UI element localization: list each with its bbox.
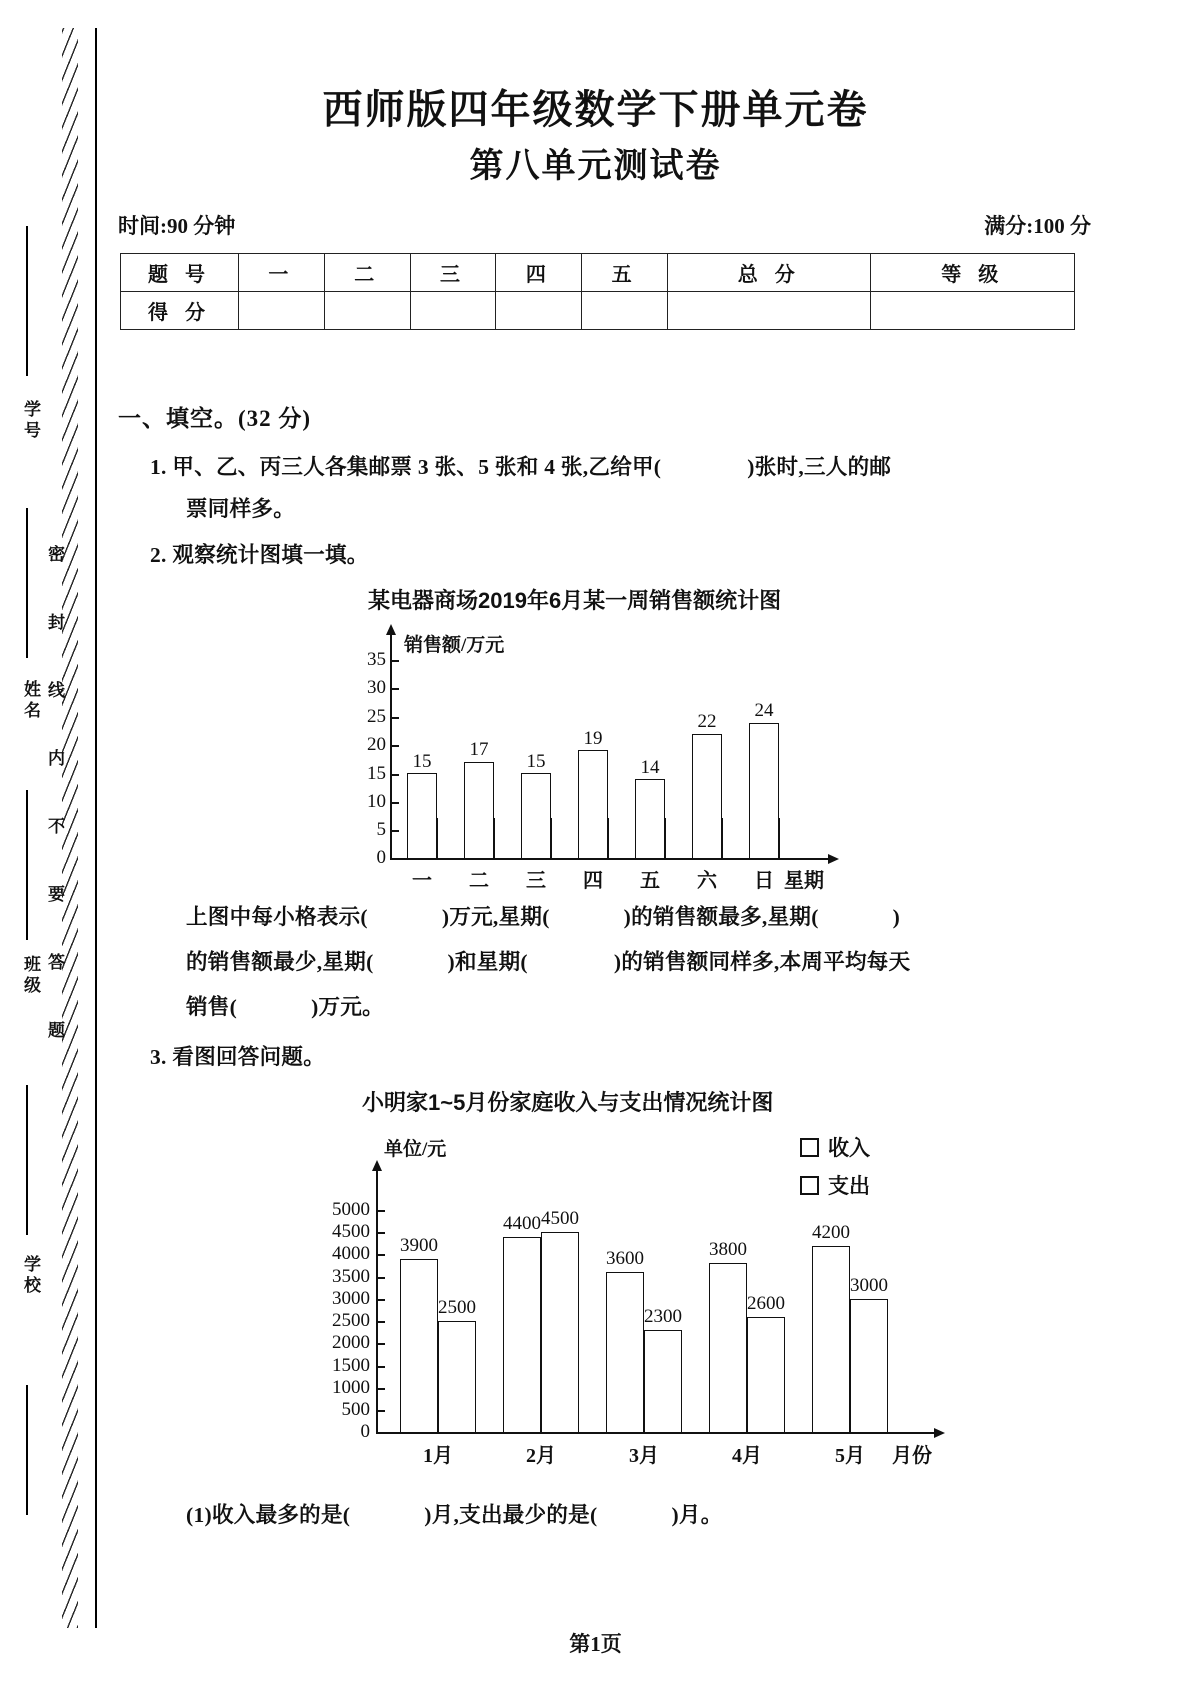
chart-1-ylabel-15: 15 — [367, 763, 386, 784]
score-table — [120, 253, 1075, 330]
question-2-followup-line-3 — [186, 990, 384, 1021]
q1-text-a: 1. 甲、乙、丙三人各集邮票 3 张、5 张和 4 张,乙给甲( — [150, 455, 662, 479]
question-1-line-2: 票同样多。 — [186, 497, 296, 521]
margin-rule-1 — [26, 226, 28, 376]
chart-2-x-axis — [376, 1432, 936, 1434]
chart-1-slot-line-11 — [692, 818, 693, 858]
section-heading-fill-blanks: 一、填空。(32 分) — [118, 406, 312, 431]
chart-2-ylabel-5000: 5000 — [332, 1199, 370, 1220]
chart-1-value-fri: 14 — [640, 757, 660, 778]
page-title: 西师版四年级数学下册单元卷 — [322, 87, 869, 132]
col-header-1: 一 — [239, 254, 325, 292]
page-number: 第1页 — [569, 1632, 622, 1656]
chart-1-slot-line-2 — [437, 818, 438, 858]
chart-2-x-axis-label: 月份 — [892, 1445, 932, 1467]
chart-2-title: 小明家1~5月份家庭收入与支出情况统计图 — [362, 1090, 774, 1115]
score-cell-4[interactable] — [496, 292, 582, 330]
chart-1-ytick-20 — [390, 745, 399, 747]
col-header-5: 五 — [582, 254, 668, 292]
score-cell-3[interactable] — [410, 292, 496, 330]
score-cell-5[interactable] — [582, 292, 668, 330]
chart-1-value-mon: 15 — [412, 751, 432, 772]
chart-1-y-axis — [390, 634, 392, 860]
chart-2-ylabel-2500: 2500 — [332, 1310, 370, 1331]
chart-1-bar-wed — [521, 773, 551, 858]
chart-2-bar-income-mar — [606, 1272, 644, 1432]
chart-1-bar-sun — [749, 723, 779, 858]
chart-2-legend — [800, 1132, 870, 1208]
chart-1-value-sat: 22 — [697, 711, 717, 732]
chart-2-cat-mar: 3月 — [629, 1445, 659, 1467]
row-label-score: 得 分 — [121, 292, 239, 330]
col-header-total: 总 分 — [668, 254, 871, 292]
chart-1-bar-sat — [692, 734, 722, 858]
chart-2-value-expense-feb: 4500 — [541, 1208, 579, 1229]
chart-1-ylabel-10: 10 — [367, 791, 386, 812]
chart-2-bar-income-jan — [400, 1259, 438, 1432]
q2-text-h: 销售( — [186, 995, 238, 1019]
chart-2-ytick-1000 — [376, 1388, 385, 1390]
chart-2-bar-income-feb — [503, 1237, 541, 1432]
chart-2-cat-jan: 1月 — [423, 1445, 453, 1467]
seal-line-text: 密 封 线 内 不 要 答 题 — [45, 545, 64, 1054]
chart-1-ytick-15 — [390, 774, 399, 776]
chart-2-ylabel-500: 500 — [341, 1399, 370, 1420]
chart-1-ylabel-25: 25 — [367, 706, 386, 727]
chart-2-value-expense-mar: 2300 — [644, 1306, 682, 1327]
chart-1-slot-line-10 — [665, 818, 666, 858]
q2-text-i: )万元。 — [311, 995, 384, 1019]
score-cell-1[interactable] — [239, 292, 325, 330]
chart-1-x-axis — [390, 858, 830, 860]
q3-text-c: )月。 — [671, 1503, 723, 1527]
chart-2-ylabel-3000: 3000 — [332, 1288, 370, 1309]
score-cell-grade[interactable] — [871, 292, 1075, 330]
question-3-prompt: 3. 看图回答问题。 — [150, 1045, 326, 1069]
chart-1-y-axis-label: 销售额/万元 — [404, 635, 505, 656]
chart-1-slot-line-12 — [722, 818, 723, 858]
chart-1-value-thu: 19 — [583, 728, 603, 749]
chart-1-ylabel-30: 30 — [367, 677, 386, 698]
chart-1-ylabel-5: 5 — [376, 819, 386, 840]
chart-1-bar-mon — [407, 773, 437, 858]
chart-2-bar-expense-may — [850, 1299, 888, 1432]
chart-2-legend-row-expense — [800, 1170, 870, 1200]
chart-1-slot-line-9 — [635, 818, 636, 858]
chart-1-bar-tue — [464, 762, 494, 858]
question-3-sub-1 — [186, 1498, 723, 1529]
chart-1-ytick-30 — [390, 688, 399, 690]
chart-2-legend-row-income — [800, 1132, 870, 1162]
chart-2-bar-expense-apr — [747, 1317, 785, 1432]
chart-2-value-income-mar: 3600 — [606, 1248, 644, 1269]
chart-2-value-income-may: 4200 — [812, 1222, 850, 1243]
chart-2-ytick-5000 — [376, 1210, 385, 1212]
chart-1-value-sun: 24 — [754, 700, 774, 721]
table-row-question-numbers — [121, 254, 1075, 292]
chart-2-bar-expense-feb — [541, 1232, 579, 1432]
margin-rule-4 — [26, 1085, 28, 1235]
chart-2-value-income-jan: 3900 — [400, 1235, 438, 1256]
chart-2-value-income-apr: 3800 — [709, 1239, 747, 1260]
legend-label-income: 收入 — [828, 1136, 870, 1160]
chart-2-ylabel-4500: 4500 — [332, 1221, 370, 1242]
chart-1-slot-line-4 — [494, 818, 495, 858]
margin-rule-5 — [26, 1385, 28, 1515]
q2-text-f: )和星期( — [447, 950, 528, 974]
chart-1-ytick-35 — [390, 660, 399, 662]
chart-1-cat-thu: 四 — [583, 870, 603, 892]
chart-2-ylabel-4000: 4000 — [332, 1243, 370, 1264]
chart-2-bar-expense-mar — [644, 1330, 682, 1432]
chart-1-bar-chart — [360, 618, 860, 892]
chart-1-slot-line-3 — [464, 818, 465, 858]
chart-1-slot-line-6 — [551, 818, 552, 858]
chart-2-x-axis-arrow — [934, 1428, 945, 1438]
col-header-3: 三 — [410, 254, 496, 292]
q2-text-a: 上图中每小格表示( — [186, 905, 368, 929]
question-2-followup-line-2 — [186, 945, 910, 976]
chart-1-value-wed: 15 — [526, 751, 546, 772]
chart-1-cat-mon: 一 — [412, 870, 432, 892]
chart-2-bar-chart — [300, 1122, 960, 1472]
chart-1-cat-fri: 五 — [640, 870, 660, 892]
page-subtitle: 第八单元测试卷 — [469, 148, 722, 185]
margin-label-name: 姓名 — [21, 680, 40, 722]
q2-text-d: ) — [892, 905, 901, 929]
margin-label-class: 班级 — [21, 955, 40, 997]
left-margin-rail — [62, 28, 102, 1628]
chart-1-slot-line-8 — [608, 818, 609, 858]
table-row-scores — [121, 292, 1075, 330]
chart-2-ytick-500 — [376, 1410, 385, 1412]
chart-2-ytick-3500 — [376, 1277, 385, 1279]
score-cell-2[interactable] — [324, 292, 410, 330]
chart-1-slot-line-13 — [749, 818, 750, 858]
chart-2-ytick-3000 — [376, 1299, 385, 1301]
chart-2-cat-may: 5月 — [835, 1445, 865, 1467]
q3-text-a: (1)收入最多的是( — [186, 1503, 351, 1527]
q2-text-b: )万元,星期( — [441, 905, 550, 929]
chart-2-ytick-1500 — [376, 1366, 385, 1368]
chart-2-ylabel-1500: 1500 — [332, 1355, 370, 1376]
col-header-4: 四 — [496, 254, 582, 292]
legend-swatch-expense — [800, 1176, 819, 1195]
chart-2-ylabel-1000: 1000 — [332, 1377, 370, 1398]
q2-text-e: 的销售额最少,星期( — [186, 950, 374, 974]
exam-duration: 时间:90 分钟 — [118, 214, 236, 238]
chart-1-bar-fri — [635, 779, 665, 858]
chart-2-value-income-feb: 4400 — [503, 1213, 541, 1234]
chart-2-ylabel-0: 0 — [360, 1421, 370, 1442]
chart-2-ylabel-3500: 3500 — [332, 1266, 370, 1287]
exam-full-score: 满分:100 分 — [984, 214, 1091, 238]
chart-1-ylabel-0: 0 — [376, 847, 386, 868]
legend-label-expense: 支出 — [828, 1174, 870, 1198]
chart-2-ytick-2000 — [376, 1343, 385, 1345]
chart-2-bar-income-may — [812, 1246, 850, 1432]
chart-2-value-expense-jan: 2500 — [438, 1297, 476, 1318]
chart-1-slot-line-1 — [407, 818, 408, 858]
score-cell-total[interactable] — [668, 292, 871, 330]
chart-2-ytick-4500 — [376, 1232, 385, 1234]
chart-1-x-axis-arrow — [828, 854, 839, 864]
chart-1-cat-sat: 六 — [697, 870, 717, 892]
chart-2-cat-feb: 2月 — [526, 1445, 556, 1467]
margin-rule-3 — [26, 790, 28, 940]
chart-1-x-axis-label: 星期 — [784, 870, 824, 892]
chart-1-ytick-5 — [390, 830, 399, 832]
chart-1-ytick-10 — [390, 802, 399, 804]
chart-2-y-axis-label: 单位/元 — [384, 1139, 447, 1160]
question-2-followup-line-1 — [186, 900, 900, 931]
chart-2-ytick-2500 — [376, 1321, 385, 1323]
chart-1-cat-tue: 二 — [469, 870, 489, 892]
chart-1-cat-sun: 日 — [754, 870, 774, 892]
margin-rule-line — [95, 28, 97, 1628]
q2-text-g: )的销售额同样多,本周平均每天 — [613, 950, 911, 974]
chart-2-cat-apr: 4月 — [732, 1445, 762, 1467]
chart-1-ylabel-35: 35 — [367, 649, 386, 670]
legend-swatch-income — [800, 1138, 819, 1157]
q1-text-b: )张时,三人的邮 — [747, 455, 892, 479]
chart-1-slot-line-5 — [521, 818, 522, 858]
chart-2-value-expense-apr: 2600 — [747, 1293, 785, 1314]
margin-label-school: 学校 — [21, 1255, 40, 1297]
chart-2-value-expense-may: 3000 — [850, 1275, 888, 1296]
col-header-2: 二 — [324, 254, 410, 292]
exam-meta — [118, 210, 1091, 240]
chart-1-value-tue: 17 — [469, 739, 489, 760]
chart-1-ytick-25 — [390, 717, 399, 719]
chart-1-title: 某电器商场2019年6月某一周销售额统计图 — [368, 588, 782, 613]
col-header-grade: 等 级 — [871, 254, 1075, 292]
margin-label-student-id: 学号 — [21, 400, 40, 442]
chart-1-bar-thu — [578, 750, 608, 858]
q3-text-b: )月,支出最少的是( — [424, 1503, 598, 1527]
chart-1-ylabel-20: 20 — [367, 734, 386, 755]
q2-text-c: )的销售额最多,星期( — [623, 905, 819, 929]
chart-1-cat-wed: 三 — [526, 870, 546, 892]
question-2-prompt: 2. 观察统计图填一填。 — [150, 543, 369, 567]
chart-2-bar-expense-jan — [438, 1321, 476, 1432]
margin-rule-2 — [26, 508, 28, 658]
chart-2-ylabel-2000: 2000 — [332, 1332, 370, 1353]
row-label-question-no: 题 号 — [121, 254, 239, 292]
chart-2-bar-income-apr — [709, 1263, 747, 1432]
chart-1-slot-line-14 — [779, 818, 780, 858]
chart-1-slot-line-7 — [578, 818, 579, 858]
question-1-line-1 — [150, 450, 891, 481]
